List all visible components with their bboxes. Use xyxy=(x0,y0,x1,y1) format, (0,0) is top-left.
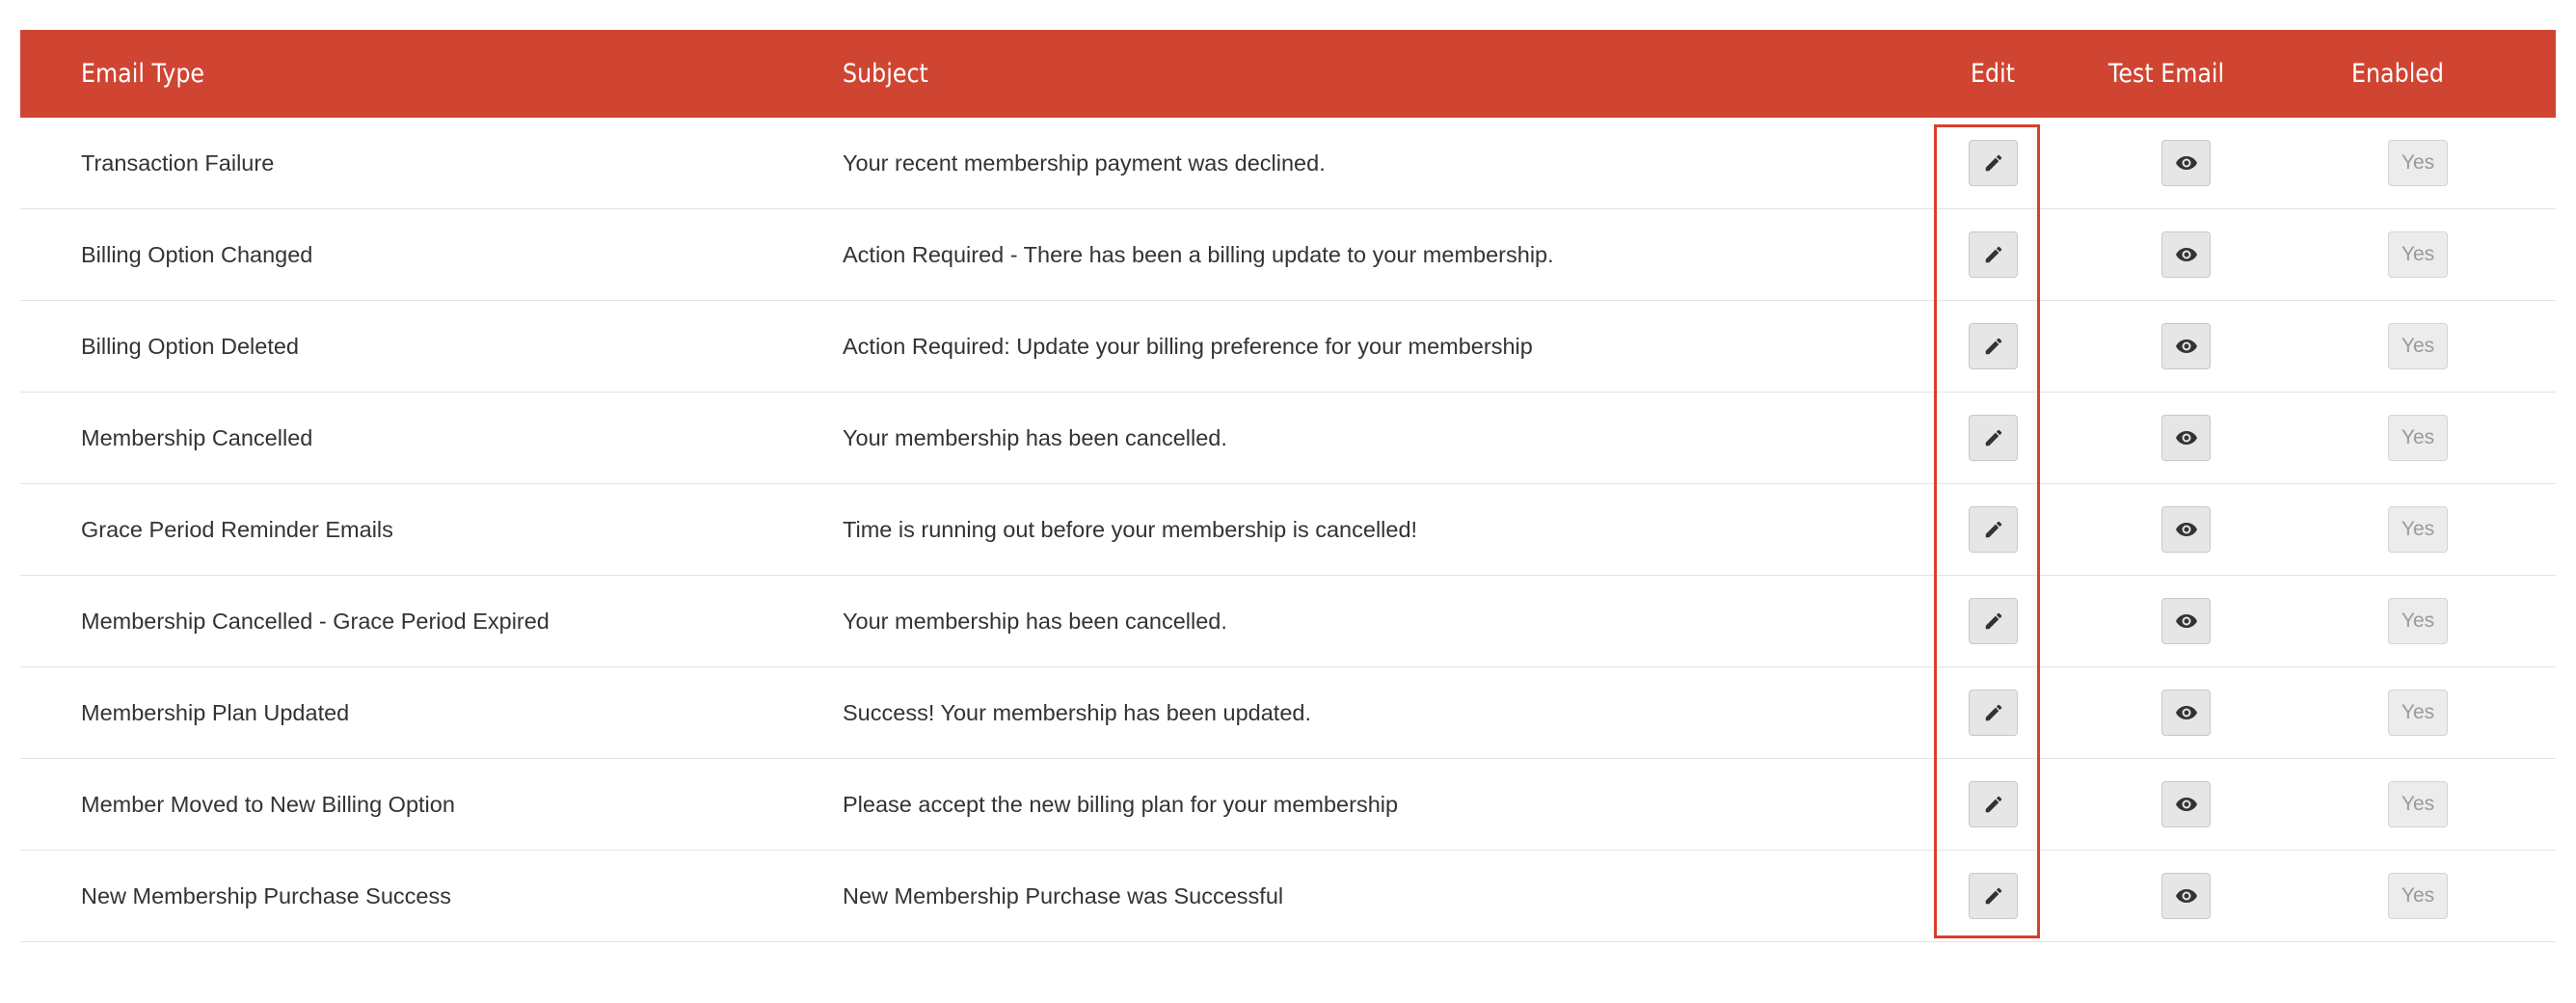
subject-cell: Action Required - There has been a billing update to your membership. xyxy=(843,242,1554,267)
email-type-cell: Billing Option Changed xyxy=(81,242,313,267)
table-row xyxy=(20,301,2556,393)
edit-button[interactable] xyxy=(1969,690,2018,736)
eye-icon xyxy=(2175,610,2198,633)
email-type-cell: Grace Period Reminder Emails xyxy=(81,517,393,542)
edit-button[interactable] xyxy=(1969,231,2018,278)
pencil-icon xyxy=(1983,794,2004,815)
enabled-toggle[interactable]: Yes xyxy=(2388,323,2448,369)
header-subject: Subject xyxy=(843,59,928,89)
test-email-button[interactable] xyxy=(2161,415,2211,461)
edit-button[interactable] xyxy=(1969,506,2018,553)
header-test-email: Test Email xyxy=(2107,59,2225,89)
table-row xyxy=(20,576,2556,667)
subject-cell: Time is running out before your membership is cancelled! xyxy=(843,517,1418,542)
enabled-toggle[interactable]: Yes xyxy=(2388,140,2448,186)
enabled-toggle[interactable]: Yes xyxy=(2388,781,2448,827)
enabled-toggle[interactable]: Yes xyxy=(2388,873,2448,919)
test-email-button[interactable] xyxy=(2161,231,2211,278)
table-body xyxy=(20,118,2556,942)
subject-cell: Your membership has been cancelled. xyxy=(843,425,1227,450)
header-edit: Edit xyxy=(1970,59,2016,89)
enabled-toggle[interactable]: Yes xyxy=(2388,231,2448,278)
subject-cell: Please accept the new billing plan for your membership xyxy=(843,792,1399,817)
edit-button[interactable] xyxy=(1969,323,2018,369)
eye-icon xyxy=(2175,793,2198,816)
pencil-icon xyxy=(1983,244,2004,265)
eye-icon xyxy=(2175,426,2198,449)
table-row xyxy=(20,759,2556,851)
table-header xyxy=(20,30,2556,118)
email-type-cell: Billing Option Deleted xyxy=(81,334,299,359)
eye-icon xyxy=(2175,884,2198,908)
subject-cell: Your membership has been cancelled. xyxy=(843,609,1227,634)
pencil-icon xyxy=(1983,702,2004,723)
email-type-cell: Transaction Failure xyxy=(81,150,275,176)
enabled-toggle[interactable]: Yes xyxy=(2388,690,2448,736)
pencil-icon xyxy=(1983,519,2004,540)
pencil-icon xyxy=(1983,152,2004,174)
subject-cell: Action Required: Update your billing preference for your membership xyxy=(843,334,1533,359)
test-email-button[interactable] xyxy=(2161,781,2211,827)
eye-icon xyxy=(2175,151,2198,175)
email-type-cell: Member Moved to New Billing Option xyxy=(81,792,455,817)
table-row xyxy=(20,851,2556,942)
test-email-button[interactable] xyxy=(2161,140,2211,186)
subject-cell: New Membership Purchase was Successful xyxy=(843,883,1284,908)
header-enabled: Enabled xyxy=(2350,59,2445,89)
test-email-button[interactable] xyxy=(2161,598,2211,644)
table-row xyxy=(20,209,2556,301)
email-type-cell: New Membership Purchase Success xyxy=(81,883,451,908)
header-email-type: Email Type xyxy=(81,59,205,89)
table-row xyxy=(20,667,2556,759)
email-type-cell: Membership Plan Updated xyxy=(81,700,350,725)
edit-button[interactable] xyxy=(1969,415,2018,461)
edit-button[interactable] xyxy=(1969,781,2018,827)
test-email-button[interactable] xyxy=(2161,873,2211,919)
edit-button[interactable] xyxy=(1969,140,2018,186)
table-row xyxy=(20,393,2556,484)
test-email-button[interactable] xyxy=(2161,506,2211,553)
table-row xyxy=(20,484,2556,576)
email-type-cell: Membership Cancelled - Grace Period Expired xyxy=(81,609,550,634)
pencil-icon xyxy=(1983,885,2004,907)
email-type-cell: Membership Cancelled xyxy=(81,425,313,450)
eye-icon xyxy=(2175,243,2198,266)
eye-icon xyxy=(2175,701,2198,724)
subject-cell: Your recent membership payment was declined. xyxy=(843,150,1326,176)
pencil-icon xyxy=(1983,610,2004,632)
enabled-toggle[interactable]: Yes xyxy=(2388,598,2448,644)
test-email-button[interactable] xyxy=(2161,323,2211,369)
enabled-toggle[interactable]: Yes xyxy=(2388,415,2448,461)
pencil-icon xyxy=(1983,336,2004,357)
eye-icon xyxy=(2175,335,2198,358)
eye-icon xyxy=(2175,518,2198,541)
enabled-toggle[interactable]: Yes xyxy=(2388,506,2448,553)
edit-button[interactable] xyxy=(1969,598,2018,644)
table-row xyxy=(20,118,2556,209)
subject-cell: Success! Your membership has been updated. xyxy=(843,700,1311,725)
email-settings-table xyxy=(20,30,2556,942)
test-email-button[interactable] xyxy=(2161,690,2211,736)
edit-button[interactable] xyxy=(1969,873,2018,919)
pencil-icon xyxy=(1983,427,2004,448)
